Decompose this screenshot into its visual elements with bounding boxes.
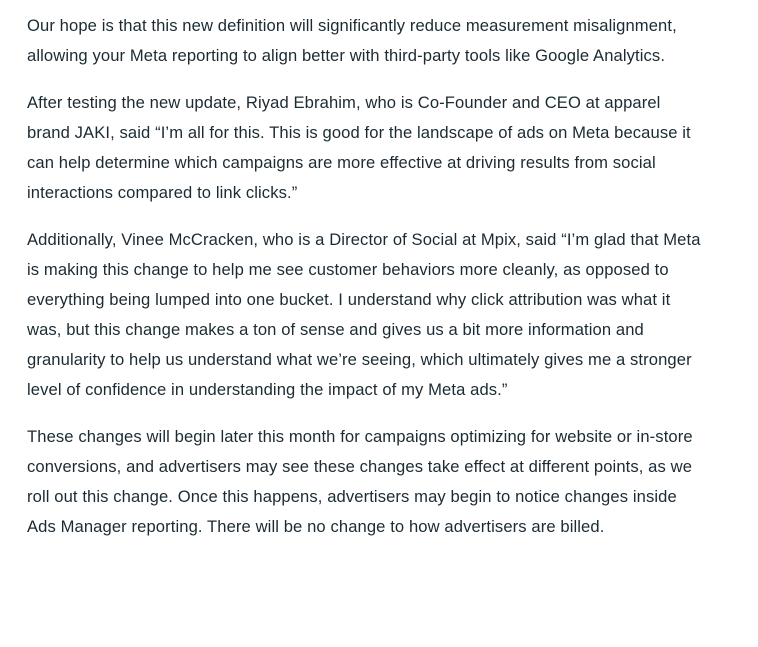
article-body — [27, 11, 707, 559]
paragraph-rollout-timing: These changes will begin later this month for campaigns optimizing for website or in-store conversions, and advertisers may see these changes take effect at different points, as we roll out this change. Once this happens, advertisers may begin to notice changes inside Ads Manager reporting. There will be no change to how advertisers are billed. — [27, 427, 693, 536]
paragraph-riyad-ebrahim-quote: After testing the new update, Riyad Ebrahim, who is Co-Founder and CEO at apparel brand JAKI, said “I’m all for this. This is good for the landscape of ads on Meta because it can help determine which campaigns are more effective at driving results from social interactions compared to link clicks.” — [27, 93, 691, 202]
paragraph-measurement-alignment: Our hope is that this new definition will significantly reduce measurement misalignment, allowing your Meta reporting to align better with third-party tools like Google Analytics. — [27, 16, 677, 65]
paragraph-vinee-mccracken-quote: Additionally, Vinee McCracken, who is a Director of Social at Mpix, said “I’m glad that Meta is making this change to help me see customer behaviors more cleanly, as opposed to everything being lumped into one bucket. I understand why click attribution was what it was, but this change makes a ton of sense and gives us a bit more information and granularity to help us understand what we’re seeing, which ultimately gives me a stronger level of confidence in understanding the impact of my Meta ads.” — [27, 230, 701, 399]
